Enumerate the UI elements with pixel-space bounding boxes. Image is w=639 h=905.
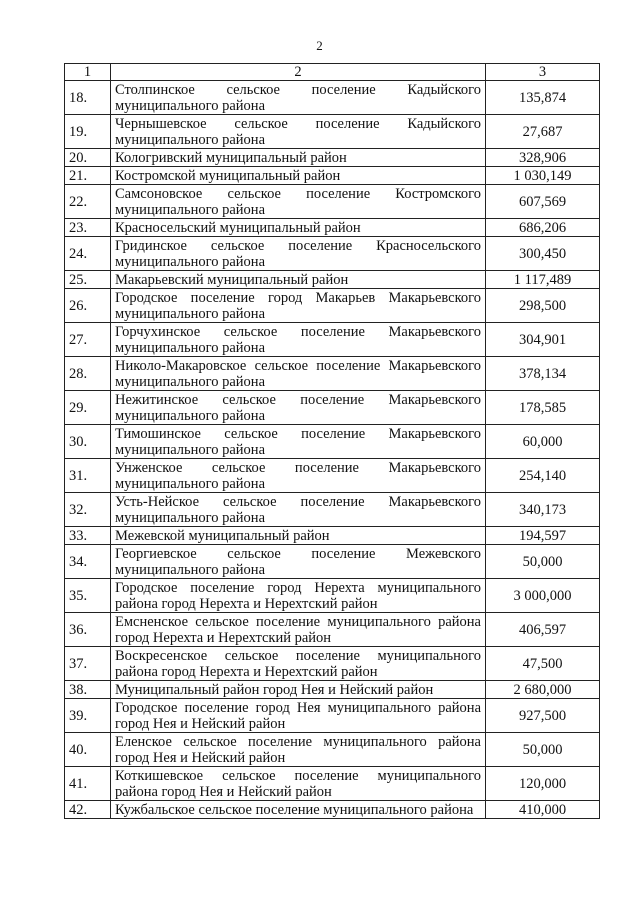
table-row	[65, 115, 600, 149]
row-name: Городское поселение город Нерехта муниципального района город Нерехта и Нерехтский район	[111, 579, 486, 613]
row-value: 60,000	[486, 425, 600, 459]
table-row	[65, 289, 600, 323]
row-name: Горчухинское сельское поселение Макарьевского муниципального района	[111, 323, 486, 357]
row-name: Унженское сельское поселение Макарьевского муниципального района	[111, 459, 486, 493]
row-value: 300,450	[486, 237, 600, 271]
table-row	[65, 323, 600, 357]
row-number: 27.	[65, 323, 111, 357]
column-header-number: 1	[65, 64, 111, 81]
table-row	[65, 271, 600, 289]
row-value: 194,597	[486, 527, 600, 545]
row-name: Красносельский муниципальный район	[111, 219, 486, 237]
row-value: 178,585	[486, 391, 600, 425]
row-number: 24.	[65, 237, 111, 271]
row-name: Костромской муниципальный район	[111, 167, 486, 185]
row-name: Городское поселение город Нея муниципального района город Нея и Нейский район	[111, 699, 486, 733]
row-name: Еленское сельское поселение муниципального района город Нея и Нейский район	[111, 733, 486, 767]
row-value: 120,000	[486, 767, 600, 801]
row-name: Коткишевское сельское поселение муниципального района город Нея и Нейский район	[111, 767, 486, 801]
row-value: 328,906	[486, 149, 600, 167]
column-header-name: 2	[111, 64, 486, 81]
row-name: Макарьевский муниципальный район	[111, 271, 486, 289]
row-number: 39.	[65, 699, 111, 733]
table-row	[65, 733, 600, 767]
row-value: 47,500	[486, 647, 600, 681]
row-value: 50,000	[486, 545, 600, 579]
row-number: 19.	[65, 115, 111, 149]
row-number: 30.	[65, 425, 111, 459]
row-name: Столпинское сельское поселение Кадыйского муниципального района	[111, 81, 486, 115]
table-row	[65, 613, 600, 647]
row-name: Городское поселение город Макарьев Макарьевского муниципального района	[111, 289, 486, 323]
row-number: 40.	[65, 733, 111, 767]
row-name: Усть-Нейское сельское поселение Макарьевского муниципального района	[111, 493, 486, 527]
row-value: 410,000	[486, 801, 600, 819]
table-row	[65, 237, 600, 271]
row-value: 304,901	[486, 323, 600, 357]
row-name: Чернышевское сельское поселение Кадыйского муниципального района	[111, 115, 486, 149]
table-row	[65, 425, 600, 459]
row-value: 686,206	[486, 219, 600, 237]
allocation-table	[64, 63, 600, 819]
row-value: 3 000,000	[486, 579, 600, 613]
table-row	[65, 493, 600, 527]
row-number: 25.	[65, 271, 111, 289]
row-number: 33.	[65, 527, 111, 545]
row-number: 26.	[65, 289, 111, 323]
table-row	[65, 185, 600, 219]
row-number: 31.	[65, 459, 111, 493]
row-number: 38.	[65, 681, 111, 699]
row-value: 927,500	[486, 699, 600, 733]
row-value: 607,569	[486, 185, 600, 219]
row-number: 36.	[65, 613, 111, 647]
row-value: 298,500	[486, 289, 600, 323]
row-number: 22.	[65, 185, 111, 219]
row-name: Самсоновское сельское поселение Костромского муниципального района	[111, 185, 486, 219]
row-number: 35.	[65, 579, 111, 613]
table-row	[65, 149, 600, 167]
row-value: 27,687	[486, 115, 600, 149]
row-number: 41.	[65, 767, 111, 801]
table-row	[65, 699, 600, 733]
row-name: Воскресенское сельское поселение муниципального района город Нерехта и Нерехтский район	[111, 647, 486, 681]
row-name: Тимошинское сельское поселение Макарьевского муниципального района	[111, 425, 486, 459]
row-value: 406,597	[486, 613, 600, 647]
row-value: 378,134	[486, 357, 600, 391]
table-row	[65, 801, 600, 819]
row-number: 42.	[65, 801, 111, 819]
row-value: 50,000	[486, 733, 600, 767]
page-number: 2	[316, 38, 323, 53]
table-row	[65, 357, 600, 391]
table-row	[65, 527, 600, 545]
table-row	[65, 647, 600, 681]
table-row	[65, 681, 600, 699]
row-value: 254,140	[486, 459, 600, 493]
row-number: 20.	[65, 149, 111, 167]
row-name: Нежитинское сельское поселение Макарьевского муниципального района	[111, 391, 486, 425]
row-number: 21.	[65, 167, 111, 185]
row-name: Гридинское сельское поселение Красносельского муниципального района	[111, 237, 486, 271]
table-row	[65, 81, 600, 115]
row-value: 1 117,489	[486, 271, 600, 289]
row-name: Кужбальское сельское поселение муниципального района	[111, 801, 486, 819]
row-value: 135,874	[486, 81, 600, 115]
row-value: 2 680,000	[486, 681, 600, 699]
row-name: Емсненское сельское поселение муниципального района город Нерехта и Нерехтский район	[111, 613, 486, 647]
table-header-row	[65, 64, 600, 81]
row-number: 23.	[65, 219, 111, 237]
row-number: 37.	[65, 647, 111, 681]
table-row	[65, 459, 600, 493]
row-number: 32.	[65, 493, 111, 527]
row-name: Межевской муниципальный район	[111, 527, 486, 545]
table-row	[65, 579, 600, 613]
row-number: 18.	[65, 81, 111, 115]
table-row	[65, 545, 600, 579]
row-number: 29.	[65, 391, 111, 425]
row-number: 28.	[65, 357, 111, 391]
row-number: 34.	[65, 545, 111, 579]
table-row	[65, 767, 600, 801]
table-row	[65, 391, 600, 425]
table-row	[65, 219, 600, 237]
row-name: Муниципальный район город Нея и Нейский район	[111, 681, 486, 699]
row-name: Кологривский муниципальный район	[111, 149, 486, 167]
column-header-value: 3	[486, 64, 600, 81]
row-name: Николо-Макаровское сельское поселение Макарьевского муниципального района	[111, 357, 486, 391]
row-value: 1 030,149	[486, 167, 600, 185]
row-value: 340,173	[486, 493, 600, 527]
table-row	[65, 167, 600, 185]
row-name: Георгиевское сельское поселение Межевского муниципального района	[111, 545, 486, 579]
